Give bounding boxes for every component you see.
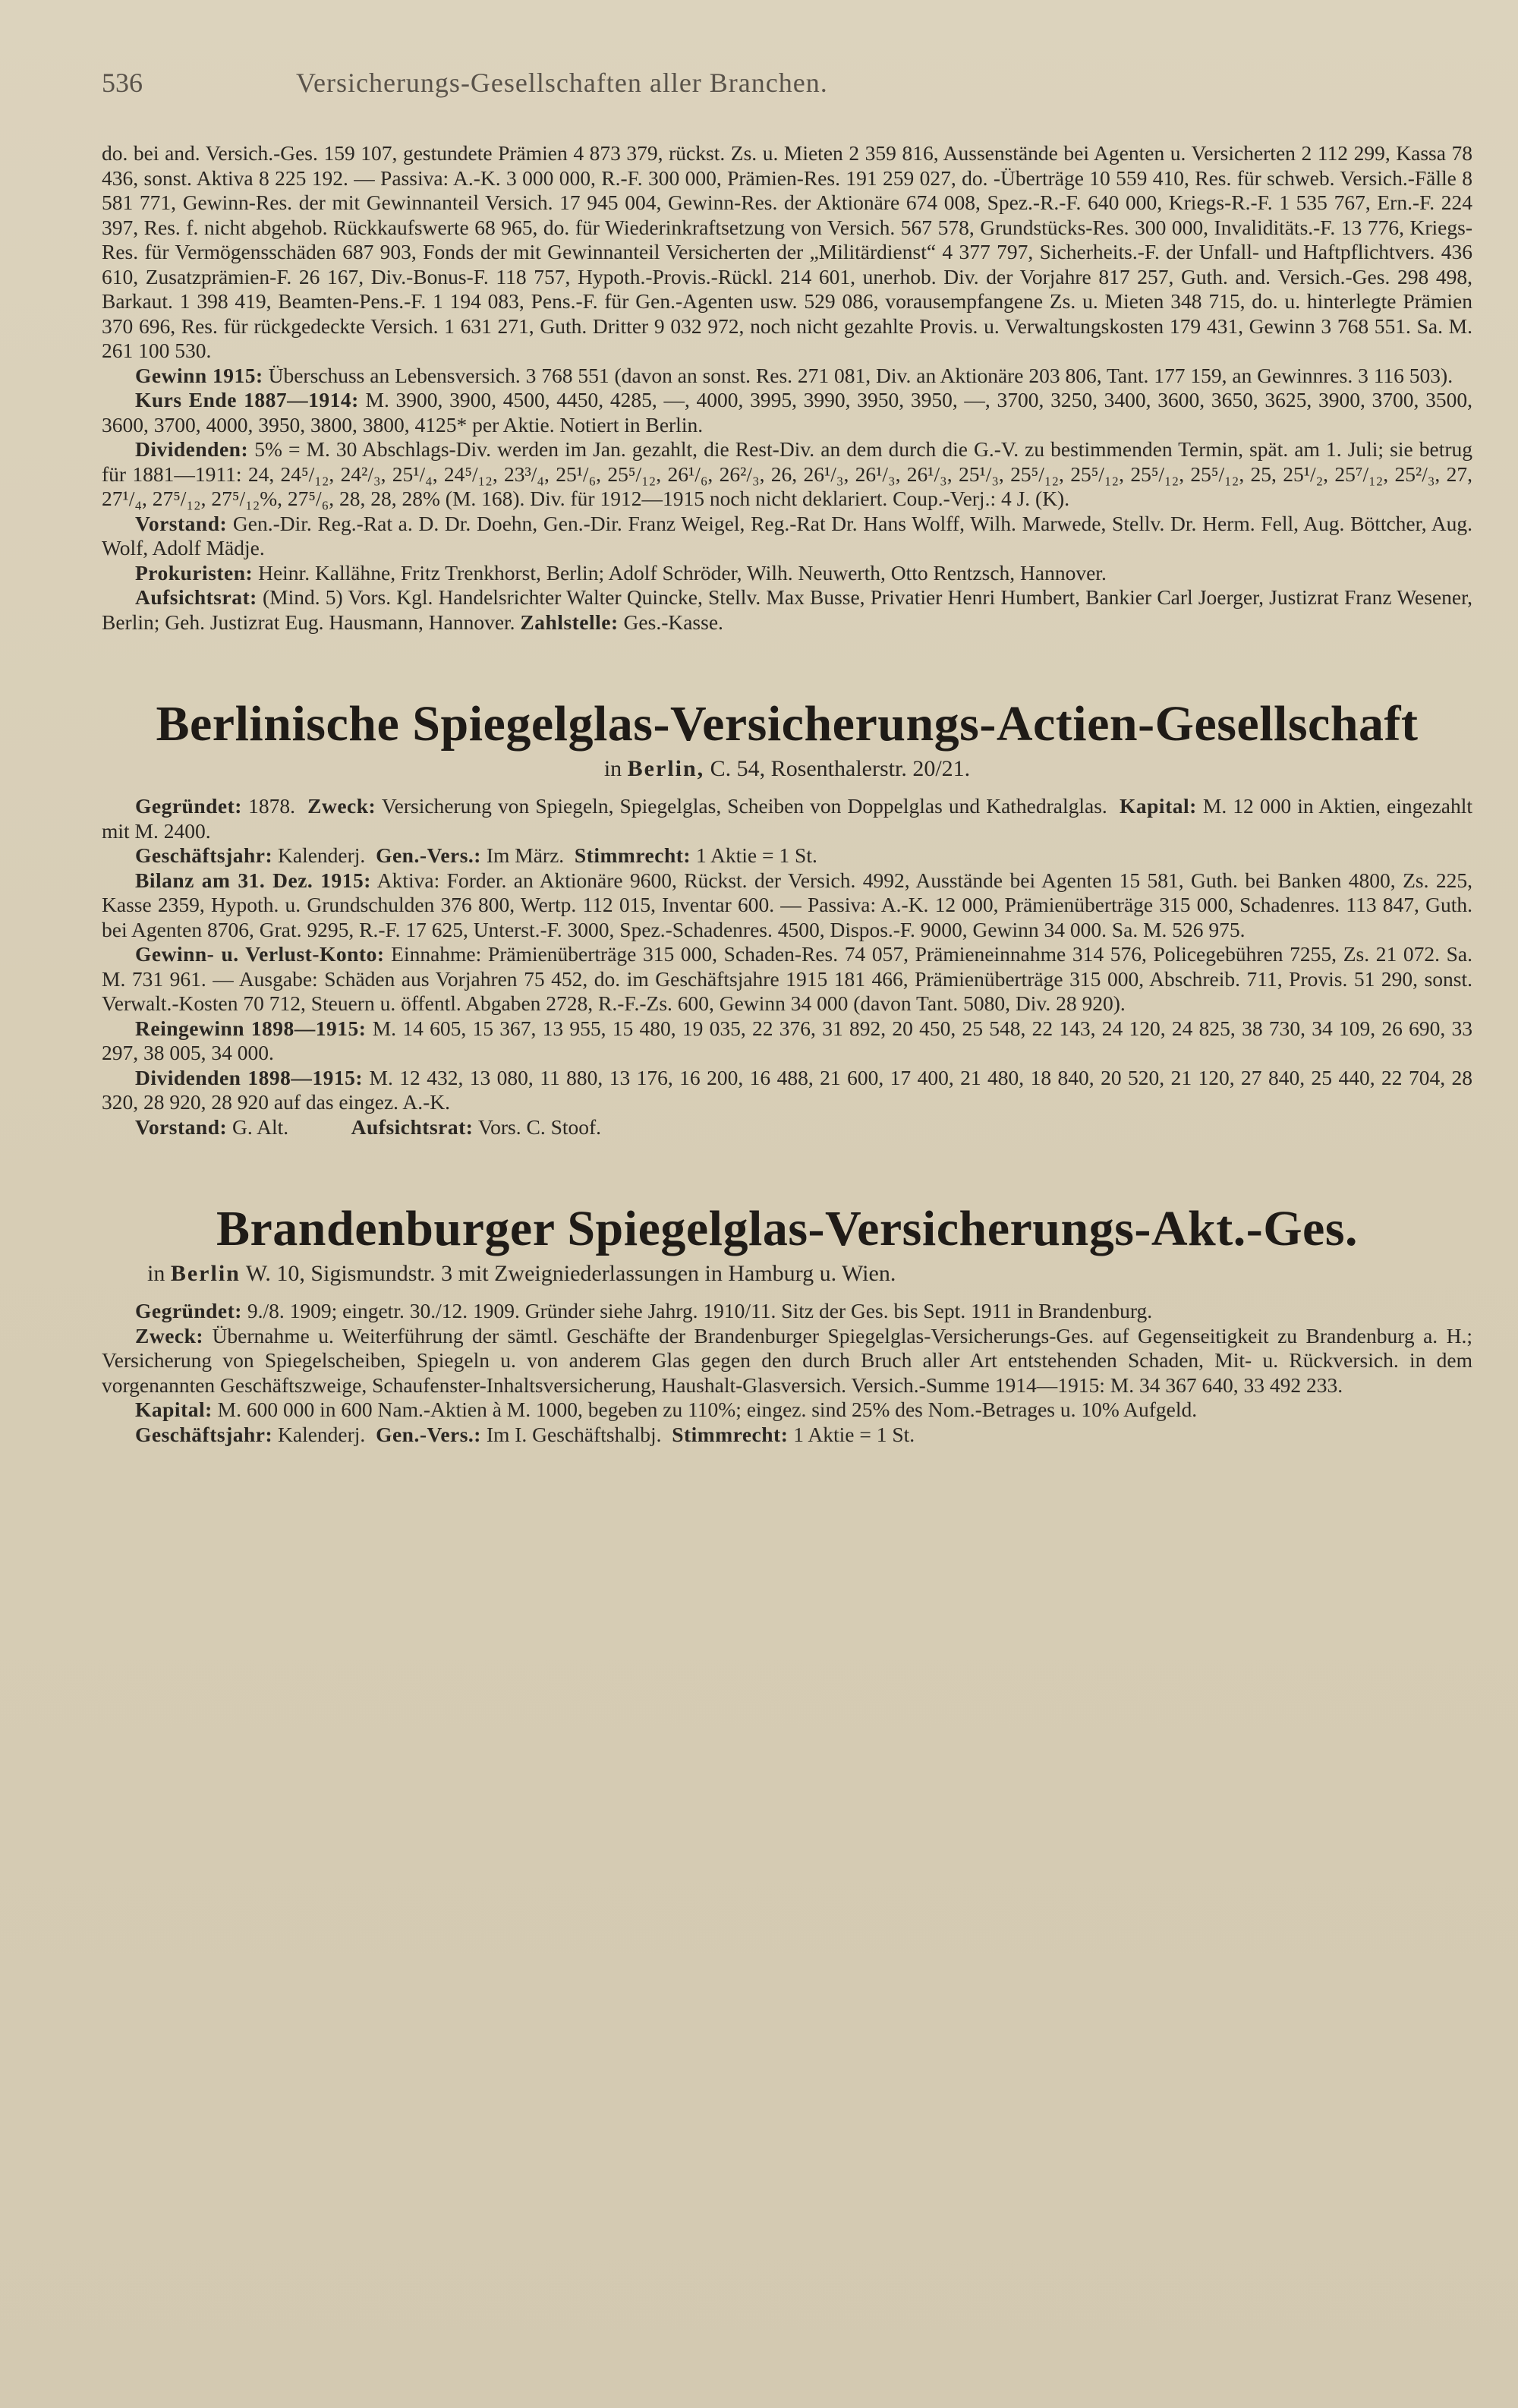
geschaeftsjahr-text: Kalenderj. xyxy=(278,1422,366,1446)
stimmrecht-label: Stimmrecht: xyxy=(574,843,691,867)
bilanz-label: Bilanz am 31. Dez. 1915: xyxy=(135,868,371,892)
dividenden-paragraph xyxy=(102,437,1472,512)
aufsichtsrat-text: (Mind. 5) Vors. Kgl. Handelsrichter Walter Quincke, Stellv. Max Busse, Privatier Henri Humbert, Bankier Carl Joerger, Justizrat Franz Wesener, Berlin; Geh. Justizrat Eug. Hausmann, Hannover. xyxy=(102,585,1472,634)
aufsichtsrat-paragraph xyxy=(102,585,1472,635)
zweck-label: Zweck: xyxy=(307,794,376,818)
gen-vers-label: Gen.-Vers.: xyxy=(376,843,481,867)
vorstand-label: Vorstand: xyxy=(135,511,228,535)
geschaeftsjahr-paragraph xyxy=(102,843,1472,868)
dividenden-text: 5% = M. 30 Abschlags-Div. werden im Jan. gezahlt, die Rest-Div. an dem durch die G.-V. zu bestimmenden Termin, spät. am 1. Juli; sie betrug für 1881—1911: 24, 24⁵/₁₂, 24²/₃, 25¹/₄, 24⁵/₁₂, 23³/₄, 25¹/₆, 25⁵/₁₂, 26¹/₆, 26²/₃, 26, 26¹/₃, 26¹/₃, 26¹/₃, 25¹/₃, 25⁵/₁₂, 25⁵/₁₂, 25⁵/₁₂, 25⁵/₁₂, 25, 25¹/₂, 25⁷/₁₂, 25²/₃, 27, 27¹/₄, 27⁵/₁₂, 27⁵/₁₂%, 27⁵/₆, 28, 28, 28% (M. 168). Div. für 1912—1915 noch nicht deklariert. Coup.-Verj.: 4 J. (K). xyxy=(102,437,1472,510)
city-name: Berlin, xyxy=(627,756,705,781)
dividenden-label: Dividenden 1898—1915: xyxy=(135,1065,364,1089)
gewinn-label: Gewinn 1915: xyxy=(135,363,263,387)
zweck-text: Übernahme u. Weiterführung der sämtl. Geschäfte der Brandenburger Spiegelglas-Versicherungs-Ges. auf Gegenseitigkeit zu Brandenburg a. H.; Versicherung von Spiegelscheiben, Spiegeln u. von anderem Glas gegen den durch Bruch aller Art entstehenden Schaden, Mit- u. Rückversich. in dem vorgenannten Geschäftszweige, Schaufenster-Inhaltsversicherung, Haushalt-Glasversich. Versich.-Summe 1914—1915: M. 34 367 640, 33 492 233. xyxy=(102,1323,1473,1397)
gen-vers-text: Im I. Geschäftshalbj. xyxy=(486,1422,662,1446)
kapital-label: Kapital: xyxy=(135,1398,213,1421)
kapital-paragraph xyxy=(102,1398,1472,1423)
gegruendet-label: Gegründet: xyxy=(135,1299,242,1322)
guv-label: Gewinn- u. Verlust-Konto: xyxy=(135,942,385,966)
guv-text: Einnahme: Prämienüberträge 315 000, Schaden-Res. 74 057, Prämieneinnahme 314 576, Policegebühren 7255, Zs. 21 072. Sa. M. 731 961. — Ausgabe: Schäden aus Vorjahren 75 452, do. im Geschäftsjahre 1915 181 466, Prämienüberträge 315 000, Abschreib. 711, Provis. 51 290, sonst. Verwalt.-Kosten 70 712, Steuern u. öffentl. Abgaben 2728, R.-F.-Zs. 600, Gewinn 34 000 (davon Tant. 5080, Div. 28 920). xyxy=(102,942,1472,1015)
aufsichtsrat-label: Aufsichtsrat: xyxy=(135,585,257,609)
zahlstelle-label: Zahlstelle: xyxy=(520,610,619,634)
stimmrecht-text: 1 Aktie = 1 St. xyxy=(695,843,817,867)
bilanz-paragraph xyxy=(102,868,1472,943)
stimmrecht-label: Stimmrecht: xyxy=(672,1422,789,1446)
running-head xyxy=(102,67,1472,99)
prokuristen-text: Heinr. Kallähne, Fritz Trenkhorst, Berlin; Adolf Schröder, Wilh. Neuwerth, Otto Rentzsch, Hannover. xyxy=(258,560,1107,585)
vorstand-label: Vorstand: xyxy=(135,1114,228,1139)
gewinn-paragraph xyxy=(102,364,1472,389)
dividenden-paragraph xyxy=(102,1066,1472,1115)
entry-continued xyxy=(102,141,1472,635)
company-location xyxy=(102,755,1472,783)
dividenden-text: M. 12 432, 13 080, 11 880, 13 176, 16 200, 16 488, 21 600, 17 400, 21 480, 18 840, 20 520, 21 120, 27 840, 25 440, 22 704, 28 320, 28 920, 28 920 auf das eingez. A.-K. xyxy=(102,1065,1473,1114)
entry-brandenburger-spiegelglas xyxy=(102,1199,1472,1447)
zweck-text: Versicherung von Spiegeln, Spiegelglas, Scheiben von Doppelglas und Kathedralglas. xyxy=(381,794,1107,818)
gegruendet-paragraph xyxy=(102,1299,1472,1324)
gewinn-text: Überschuss an Lebensversich. 3 768 551 (davon an sonst. Res. 271 081, Div. an Aktionäre 203 806, Tant. 177 159, an Gewinnres. 3 116 503). xyxy=(268,363,1453,387)
location-prefix: in xyxy=(147,1261,165,1286)
dividenden-label: Dividenden: xyxy=(135,437,249,461)
reingewinn-paragraph xyxy=(102,1016,1472,1066)
gegruendet-label: Gegründet: xyxy=(135,794,242,818)
gegruendet-paragraph xyxy=(102,794,1472,843)
bilanz-text: Aktiva: Forder. an Aktionäre 9600, Rückst. der Versich. 4992, Ausstände bei Agenten 15 581, Guth. bei Banken 4800, Zs. 225, Kasse 2359, Hypoth. u. Grundschulden 376 800, Wertp. 112 015, Inventar 600. — Passiva: A.-K. 12 000, Prämienüberträge 315 000, Schadenres. 113 847, Guth. bei Agenten 8706, Grat. 9295, R.-F. 17 625, Unterst.-F. 3000, Spez.-Schadenres. 4500, Dispos.-F. 9000, Gewinn 34 000. Sa. M. 526 975. xyxy=(102,868,1472,941)
aufsichtsrat-label: Aufsichtsrat: xyxy=(351,1114,474,1139)
kurs-label: Kurs Ende 1887—1914: xyxy=(135,388,359,411)
location-prefix: in xyxy=(603,756,622,781)
company-location xyxy=(102,1259,1472,1288)
zweck-paragraph xyxy=(102,1324,1472,1398)
city-name: Berlin xyxy=(170,1261,241,1286)
company-title: Berlinische Spiegelglas-Versicherungs-Actien-Gesellschaft xyxy=(156,696,1419,752)
page-number: 536 xyxy=(102,68,143,98)
geschaeftsjahr-label: Geschäftsjahr: xyxy=(135,1422,273,1446)
aufsichtsrat-text: Vors. C. Stoof. xyxy=(477,1114,602,1139)
kurs-text: M. 3900, 3900, 4500, 4450, 4285, —, 4000, 3995, 3990, 3950, 3950, —, 3700, 3250, 3400, 3600, 3650, 3625, 3900, 3700, 3500, 3600, 3700, 4000, 3950, 3800, 3800, 4125* per Aktie. Notiert in Berlin. xyxy=(102,388,1473,437)
geschaeftsjahr-label: Geschäftsjahr: xyxy=(135,843,273,867)
running-title: Versicherungs-Gesellschaften aller Branchen. xyxy=(296,68,828,98)
entry-berlinische-spiegelglas xyxy=(102,694,1472,1139)
company-title: Brandenburger Spiegelglas-Versicherungs-Akt.-Ges. xyxy=(216,1201,1359,1256)
gegruendet-text: 9./8. 1909; eingetr. 30./12. 1909. Gründer siehe Jahrg. 1910/11. Sitz der Ges. bis Sept. 1911 in Brandenburg. xyxy=(247,1299,1153,1322)
address-text: W. 10, Sigismundstr. 3 mit Zweigniederlassungen in Hamburg u. Wien. xyxy=(245,1261,896,1286)
address-text: C. 54, Rosenthalerstr. 20/21. xyxy=(710,756,971,781)
kapital-text: M. 600 000 in 600 Nam.-Aktien à M. 1000, begeben zu 110%; eingez. sind 25% des Nom.-Betrages u. 10% Aufgeld. xyxy=(217,1398,1198,1421)
balance-continuation: do. bei and. Versich.-Ges. 159 107, gestundete Prämien 4 873 379, rückst. Zs. u. Mieten 2 359 816, Aussenstände bei Agenten u. Versicherten 2 112 299, Kassa 78 436, sonst. Aktiva 8 225 192. — Passiva: A.-K. 3 000 000, R.-F. 300 000, Prämien-Res. 191 259 027, do. -Überträge 10 559 410, Res. für schweb. Versich.-Fälle 8 581 771, Gewinn-Res. der mit Gewinnanteil Versich. 17 945 004, Gewinn-Res. der Aktionäre 674 008, Spez.-R.-F. 640 000, Kriegs-R.-F. 1 535 767, Ern.-F. 224 397, Res. f. nicht abgehob. Rückkaufswerte 68 965, do. für Wiederinkraftsetzung von Versich. 567 578, Grundstücks-Res. 300 000, Invaliditäts.-F. 13 776, Kriegs-Res. für Vermögensschäden 687 903, Fonds der mit Gewinnanteil Versicherten der „Militärdienst“ 4 377 797, Sicherheits.-F. der Unfall- und Haftpflichtvers. 436 610, Zusatzprämien-F. 26 167, Div.-Bonus-F. 118 757, Hypoth.-Provis.-Rückl. 214 601, unerhob. Div. der Vorjahre 817 257, Guth. and. Versich.-Ges. 298 498, Barkaut. 1 398 419, Beamten-Pens.-F. 1 194 083, Pens.-F. für Gen.-Agenten usw. 529 086, vorausempfangene Zs. u. Mieten 348 715, do. u. hinterlegte Prämien 370 696, Res. für rückgedeckte Versich. 1 631 271, Guth. Dritter 9 032 972, noch nicht gezahlte Provis. u. Verwaltungskosten 179 431, Gewinn 3 768 551. Sa. M. 261 100 530. xyxy=(102,141,1472,362)
vorstand-paragraph xyxy=(102,1115,1472,1140)
geschaeftsjahr-paragraph xyxy=(102,1423,1472,1448)
vorstand-text: G. Alt. xyxy=(232,1114,289,1139)
prokuristen-label: Prokuristen: xyxy=(135,560,254,585)
vorstand-text: Gen.-Dir. Reg.-Rat a. D. Dr. Doehn, Gen.-Dir. Franz Weigel, Reg.-Rat Dr. Hans Wolff, Wilh. Marwede, Stellv. Dr. Herm. Fell, Aug. Böttcher, Aug. Wolf, Adolf Mädje. xyxy=(102,511,1472,559)
kapital-label: Kapital: xyxy=(1120,794,1197,818)
zahlstelle-text: Ges.-Kasse. xyxy=(623,610,723,634)
gegruendet-text: 1878. xyxy=(248,794,295,818)
kurs-paragraph xyxy=(102,388,1472,437)
stimmrecht-text: 1 Aktie = 1 St. xyxy=(793,1422,915,1446)
prokuristen-paragraph xyxy=(102,561,1472,586)
reingewinn-text: M. 14 605, 15 367, 13 955, 15 480, 19 035, 22 376, 31 892, 20 450, 25 548, 22 143, 24 120, 24 825, 38 730, 34 109, 26 690, 33 297, 38 005, 34 000. xyxy=(102,1016,1473,1064)
gen-vers-text: Im März. xyxy=(486,843,565,867)
gen-vers-label: Gen.-Vers.: xyxy=(376,1422,481,1446)
guv-paragraph xyxy=(102,942,1472,1016)
reingewinn-label: Reingewinn 1898—1915: xyxy=(135,1016,367,1040)
kapital-text: M. 12 000 in Aktien, eingezahlt mit M. 2400. xyxy=(102,794,1473,843)
geschaeftsjahr-text: Kalenderj. xyxy=(278,843,366,867)
vorstand-paragraph xyxy=(102,512,1472,561)
zweck-label: Zweck: xyxy=(135,1323,204,1347)
